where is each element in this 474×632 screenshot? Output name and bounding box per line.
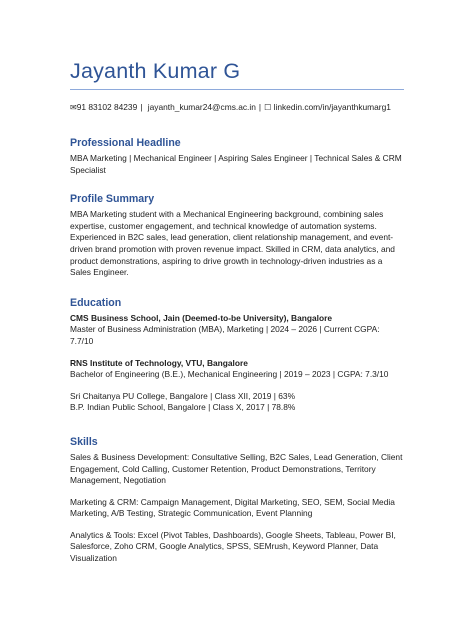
school-line: B.P. Indian Public School, Bangalore | Class X, 2017 | 78.8% bbox=[70, 402, 296, 413]
section-title: Professional Headline bbox=[70, 137, 181, 149]
education-school: CMS Business School, Jain (Deemed-to-be University), Bangalore bbox=[70, 312, 333, 323]
skill-group: Sales & Business Development: Consultative Selling, B2C Sales, Lead Generation, Client Engagement, Cold Calling, Customer Retention, Product Demonstrations, Territory Management, Negotiation bbox=[70, 451, 403, 486]
spacer bbox=[70, 487, 404, 497]
email-link[interactable]: jayanth_kumar24@cms.ac.in bbox=[147, 102, 256, 112]
title-divider bbox=[70, 89, 404, 90]
section-summary bbox=[70, 192, 404, 279]
separator: | bbox=[140, 102, 143, 112]
summary-text: MBA Marketing student with a Mechanical Engineering background, combining sales expertise, customer engagement, and technical knowledge of automation systems. Experienced in B2C sales, lead generation, client relationship management, and event-driven brand promotion with proven revenue impact. Skilled in CRM, data analytics, and product demonstrations, aspiring to drive growth in technology-driven industries as a Sales Engineer. bbox=[70, 209, 395, 278]
spacer bbox=[70, 381, 404, 391]
spacer bbox=[70, 520, 404, 530]
section-title: Profile Summary bbox=[70, 193, 155, 206]
section-headline bbox=[70, 136, 404, 176]
envelope-icon: ✉ bbox=[70, 103, 77, 112]
education-detail: Bachelor of Engineering (B.E.), Mechanical Engineering | 2019 – 2023 | CGPA: 7.3/10 bbox=[70, 369, 389, 380]
spacer bbox=[70, 348, 404, 358]
school-line: Sri Chaitanya PU College, Bangalore | Class XII, 2019 | 63% bbox=[70, 390, 296, 401]
section-title: Education bbox=[70, 296, 122, 309]
section-title: Skills bbox=[70, 435, 98, 448]
headline-text: MBA Marketing | Mechanical Engineer | Aspiring Sales Engineer | Technical Sales & CRM Specialist bbox=[70, 153, 402, 175]
separator: | bbox=[258, 102, 262, 112]
section-skills bbox=[70, 435, 404, 565]
section-education bbox=[70, 296, 404, 414]
education-detail: Master of Business Administration (MBA), Marketing | 2024 – 2026 | Current CGPA: 7.7/10 bbox=[70, 324, 380, 346]
education-school: RNS Institute of Technology, VTU, Bangalore bbox=[70, 357, 248, 368]
contact-line bbox=[70, 101, 404, 114]
skill-group: Analytics & Tools: Excel (Pivot Tables, Dashboards), Google Sheets, Tableau, Power BI, Salesforce, Zoho CRM, Google Analytics, SPSS, SEMrush, Keyword Planner, Data Visualization bbox=[70, 529, 396, 564]
box-icon: ☐ bbox=[264, 103, 272, 112]
phone-number: 91 83102 84239 bbox=[76, 102, 138, 112]
skill-group: Marketing & CRM: Campaign Management, Digital Marketing, SEO, SEM, Social Media Marketing, A/B Testing, Strategic Communication, Event Planning bbox=[70, 496, 395, 519]
linkedin-link[interactable]: linkedin.com/in/jayanthkumarg1 bbox=[273, 102, 391, 112]
candidate-name: Jayanth Kumar G bbox=[70, 59, 241, 83]
